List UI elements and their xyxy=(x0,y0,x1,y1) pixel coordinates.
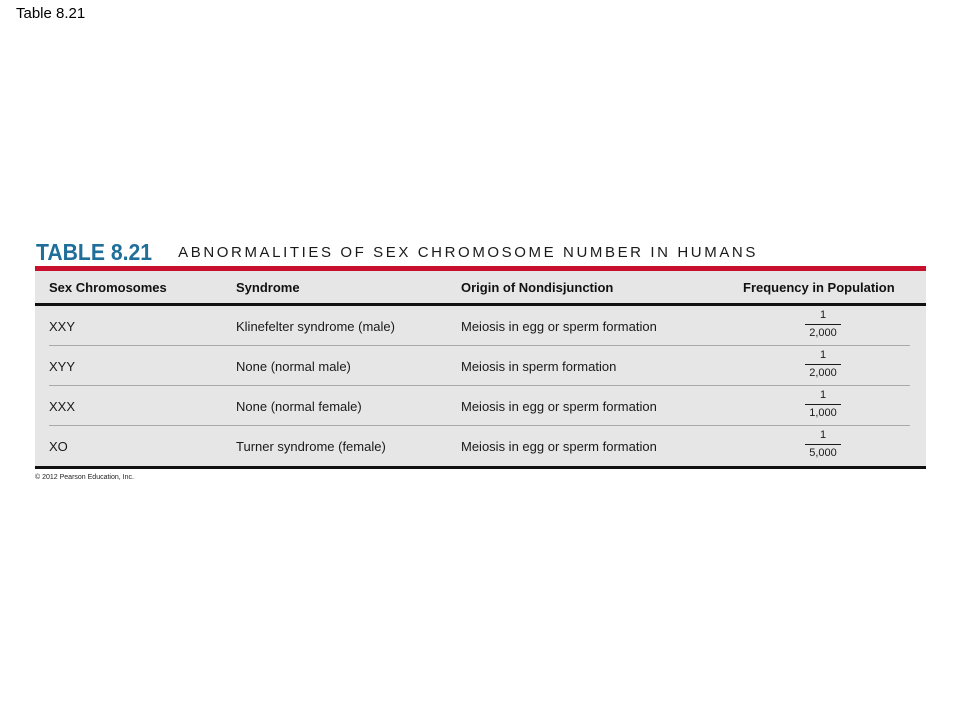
cell-chromosomes: XXY xyxy=(49,319,76,334)
frequency-numerator: 1 xyxy=(819,309,827,321)
cell-chromosomes: XO xyxy=(49,439,68,454)
table-row xyxy=(35,306,926,346)
data-table xyxy=(35,266,926,469)
frequency-denominator: 2,000 xyxy=(809,327,837,339)
cell-syndrome: None (normal female) xyxy=(236,399,362,414)
table-number: TABLE 8.21 xyxy=(36,238,153,265)
cell-origin: Meiosis in egg or sperm formation xyxy=(461,319,657,334)
table-row xyxy=(35,426,926,466)
slide-title: Table 8.21 xyxy=(16,5,86,22)
header-frequency: Frequency in Population xyxy=(743,280,895,295)
table-header-row xyxy=(35,271,926,306)
frequency-numerator: 1 xyxy=(819,349,827,361)
cell-frequency xyxy=(803,349,843,380)
cell-origin: Meiosis in sperm formation xyxy=(461,359,617,374)
cell-frequency xyxy=(803,309,843,340)
header-origin: Origin of Nondisjunction xyxy=(461,280,614,295)
copyright-notice: © 2012 Pearson Education, Inc. xyxy=(35,474,134,481)
frequency-denominator: 5,000 xyxy=(809,447,837,459)
table-row xyxy=(35,386,926,426)
table-caption: ABNORMALITIES OF SEX CHROMOSOME NUMBER IN HUMANS xyxy=(178,243,758,261)
fraction-bar xyxy=(805,444,841,445)
cell-chromosomes: XXX xyxy=(49,399,76,414)
header-syndrome: Syndrome xyxy=(236,280,300,295)
header-sex-chromosomes: Sex Chromosomes xyxy=(49,280,167,295)
cell-frequency xyxy=(803,429,843,460)
cell-frequency xyxy=(803,389,843,420)
fraction-bar xyxy=(805,324,841,325)
cell-syndrome: Klinefelter syndrome (male) xyxy=(236,319,395,334)
frequency-denominator: 2,000 xyxy=(809,367,837,379)
fraction-bar xyxy=(805,364,841,365)
table-heading xyxy=(36,236,758,268)
frequency-numerator: 1 xyxy=(819,429,827,441)
cell-chromosomes: XYY xyxy=(49,359,76,374)
cell-origin: Meiosis in egg or sperm formation xyxy=(461,439,657,454)
fraction-bar xyxy=(805,404,841,405)
cell-syndrome: None (normal male) xyxy=(236,359,351,374)
frequency-denominator: 1,000 xyxy=(809,407,837,419)
cell-syndrome: Turner syndrome (female) xyxy=(236,439,386,454)
table-row xyxy=(35,346,926,386)
frequency-numerator: 1 xyxy=(819,389,827,401)
cell-origin: Meiosis in egg or sperm formation xyxy=(461,399,657,414)
